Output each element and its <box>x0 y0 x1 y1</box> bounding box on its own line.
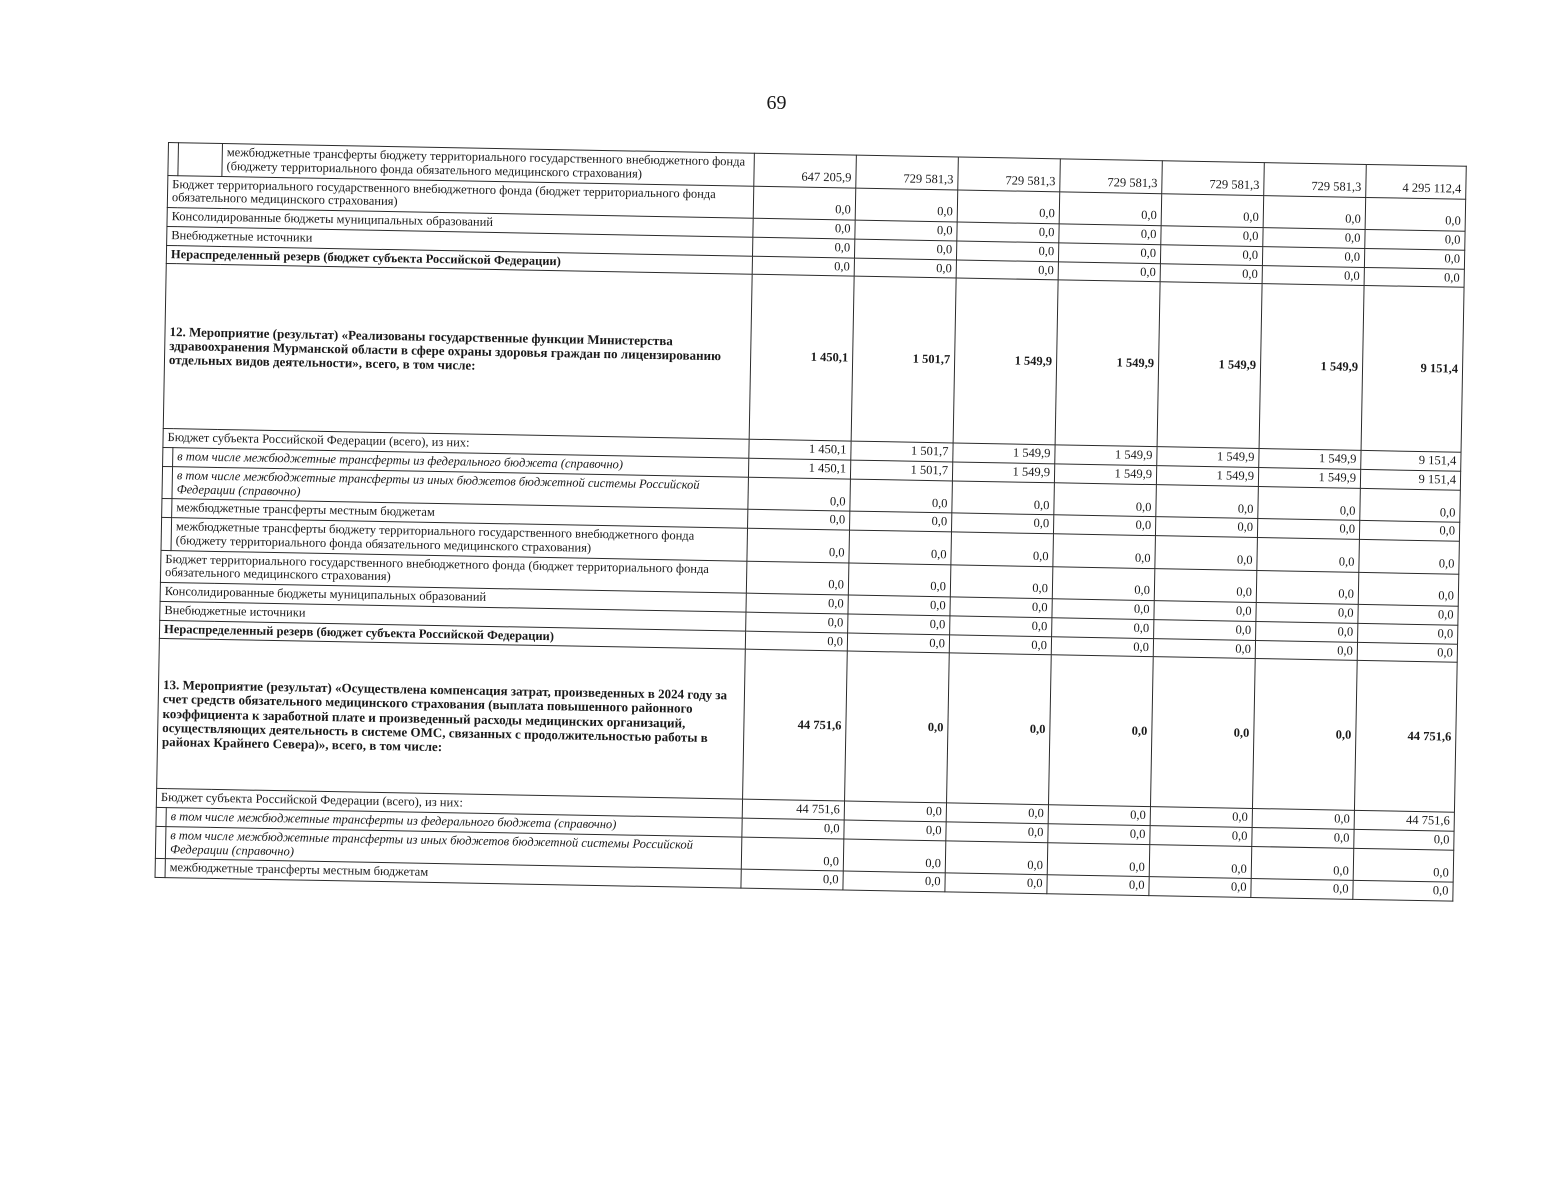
row-label: 13. Мероприятие (результат) «Осуществлена компенсация затрат, произведенных в 2024 году за счет средств обязательного медицинского страхования (выплата повышенного районного коэффициента к заработной плате и произведенный расходы медицинских организаций, осуществляющих деятельность в системе ОМС, связанных с продолжительностью работы в районах Крайнего Севера)», всего, в том числе: <box>157 639 746 800</box>
value-cell: 1 549,9 <box>1055 445 1157 466</box>
value-cell: 0,0 <box>1052 566 1155 600</box>
value-cell: 0,0 <box>1059 224 1161 245</box>
value-cell: 0,0 <box>753 186 856 220</box>
value-cell: 0,0 <box>843 839 946 873</box>
value-cell: 0,0 <box>1263 228 1365 249</box>
value-cell: 0,0 <box>1047 875 1149 896</box>
value-cell: 0,0 <box>950 616 1052 637</box>
value-cell: 0,0 <box>1058 261 1160 282</box>
indent-cell <box>178 143 223 176</box>
value-cell: 0,0 <box>848 595 950 616</box>
value-cell: 0,0 <box>1048 655 1153 807</box>
value-cell: 44 751,6 <box>1354 661 1457 813</box>
value-cell: 0,0 <box>945 841 1048 875</box>
value-cell: 0,0 <box>845 651 950 803</box>
value-cell: 0,0 <box>753 237 855 258</box>
value-cell: 0,0 <box>849 530 952 564</box>
value-cell: 0,0 <box>950 564 1053 598</box>
value-cell: 44 751,6 <box>742 799 844 820</box>
value-cell: 0,0 <box>1251 846 1354 880</box>
value-cell: 729 581,3 <box>1162 161 1265 195</box>
value-cell: 0,0 <box>1150 826 1252 847</box>
value-cell: 1 501,7 <box>850 460 952 481</box>
value-cell: 1 549,9 <box>1258 468 1360 489</box>
value-cell: 0,0 <box>741 837 844 871</box>
value-cell: 0,0 <box>745 631 847 652</box>
value-cell: 0,0 <box>1358 623 1458 644</box>
row-label: Бюджет территориального государственного внебюджетного фонда (бюджет территориального фонда обязательного медицинского страхования) <box>160 550 746 593</box>
value-cell: 0,0 <box>1353 848 1454 882</box>
value-cell: 0,0 <box>1252 827 1354 848</box>
indent-cell <box>155 859 165 878</box>
row-label: в том числе межбюджетные трансферты из иных бюджетов бюджетной системы Российской Федерации (справочно) <box>172 466 748 509</box>
value-cell: 0,0 <box>1357 642 1457 663</box>
value-cell: 729 581,3 <box>856 155 959 189</box>
value-cell: 0,0 <box>1258 486 1361 520</box>
row-label: Внебюджетные источники <box>167 226 753 255</box>
value-cell: 0,0 <box>1054 483 1157 517</box>
value-cell: 0,0 <box>951 513 1053 534</box>
value-cell: 0,0 <box>1256 621 1358 642</box>
value-cell: 0,0 <box>1149 877 1251 898</box>
value-cell: 0,0 <box>1052 599 1154 620</box>
value-cell: 1 501,7 <box>851 441 953 462</box>
value-cell: 0,0 <box>1156 484 1259 518</box>
value-cell: 729 581,3 <box>958 157 1061 191</box>
value-cell: 0,0 <box>855 220 957 241</box>
row-label: Бюджет субъекта Российской Федерации (всего), из них: <box>156 789 742 818</box>
row-label: Нераспределенный резерв (бюджет субъекта Российской Федерации) <box>159 620 745 649</box>
value-cell: 1 549,9 <box>1259 449 1361 470</box>
value-cell: 0,0 <box>1359 521 1459 542</box>
value-cell: 0,0 <box>1256 570 1359 604</box>
value-cell: 0,0 <box>957 222 1059 243</box>
value-cell: 0,0 <box>746 612 848 633</box>
indent-cell <box>162 499 172 518</box>
value-cell: 0,0 <box>848 563 951 597</box>
row-label: в том числе межбюджетные трансферты из федерального бюджета (справочно) <box>166 808 742 837</box>
value-cell: 0,0 <box>956 259 1058 280</box>
value-cell: 0,0 <box>1052 618 1154 639</box>
value-cell: 1 549,9 <box>953 443 1055 464</box>
value-cell: 0,0 <box>1161 226 1263 247</box>
value-cell: 0,0 <box>848 614 950 635</box>
row-label: 12. Мероприятие (результат) «Реализованы государственные функции Министерства здравоохранения Мурманской области в сфере охраны здоровья граждан по лицензированию отдельных видов деятельности», всего, в том числе: <box>163 264 752 440</box>
value-cell: 0,0 <box>741 869 843 890</box>
value-cell: 0,0 <box>844 801 946 822</box>
value-cell: 0,0 <box>1252 809 1354 830</box>
value-cell: 0,0 <box>949 634 1051 655</box>
value-cell: 0,0 <box>1257 519 1359 540</box>
value-cell: 0,0 <box>847 633 949 654</box>
budget-table-sheet <box>155 142 1464 902</box>
value-cell: 0,0 <box>854 258 956 279</box>
value-cell: 0,0 <box>1358 572 1459 606</box>
value-cell: 1 549,9 <box>1157 447 1259 468</box>
value-cell: 9 151,4 <box>1360 469 1460 490</box>
value-cell: 0,0 <box>1160 244 1262 265</box>
value-cell: 0,0 <box>1365 229 1465 250</box>
page-number: 69 <box>766 92 787 114</box>
value-cell: 1 549,9 <box>1259 284 1364 451</box>
value-cell: 0,0 <box>748 509 850 530</box>
value-cell: 0,0 <box>1364 267 1464 288</box>
value-cell: 1 549,9 <box>1054 464 1156 485</box>
value-cell: 0,0 <box>946 803 1048 824</box>
value-cell: 0,0 <box>1255 640 1357 661</box>
value-cell: 0,0 <box>1047 842 1150 876</box>
value-cell: 44 751,6 <box>743 649 848 801</box>
value-cell: 0,0 <box>1262 265 1364 286</box>
value-cell: 44 751,6 <box>1354 811 1454 832</box>
row-label: межбюджетные трансферты местным бюджетам <box>172 499 748 528</box>
row-label: Внебюджетные источники <box>160 601 746 630</box>
value-cell: 1 549,9 <box>1156 466 1258 487</box>
value-cell: 0,0 <box>945 873 1047 894</box>
value-cell: 0,0 <box>1149 844 1252 878</box>
row-label: межбюджетные трансферты местным бюджетам <box>165 859 741 888</box>
value-cell: 0,0 <box>1153 638 1255 659</box>
value-cell: 1 549,9 <box>1055 280 1160 447</box>
value-cell: 0,0 <box>854 239 956 260</box>
value-cell: 1 549,9 <box>952 462 1054 483</box>
value-cell: 0,0 <box>1360 488 1461 522</box>
value-cell: 0,0 <box>1053 534 1156 568</box>
value-cell: 0,0 <box>1058 243 1160 264</box>
value-cell: 0,0 <box>957 189 1060 223</box>
value-cell: 0,0 <box>956 241 1058 262</box>
value-cell: 0,0 <box>746 593 848 614</box>
value-cell: 0,0 <box>947 653 1052 805</box>
value-cell: 0,0 <box>850 479 953 513</box>
value-cell: 0,0 <box>747 528 850 562</box>
row-label: межбюджетные трансферты бюджету территориального государственного внебюджетного фонда (бюджету территориального фонда обязательного медицинского страхования) <box>171 518 747 561</box>
value-cell: 0,0 <box>843 871 945 892</box>
budget-table-body <box>155 143 1466 902</box>
value-cell: 729 581,3 <box>1060 159 1163 193</box>
value-cell: 0,0 <box>1059 191 1162 225</box>
value-cell: 0,0 <box>850 511 952 532</box>
value-cell: 0,0 <box>951 532 1054 566</box>
value-cell: 9 151,4 <box>1361 286 1464 453</box>
indent-cell <box>162 466 173 499</box>
row-label: Консолидированные бюджеты муниципальных образований <box>167 207 753 236</box>
value-cell: 729 581,3 <box>1264 163 1367 197</box>
row-label: межбюджетные трансферты бюджету территориального государственного внебюджетного фонда (бюджету территориального фонда обязательного медицинского страхования) <box>222 143 755 185</box>
value-cell: 0,0 <box>746 561 849 595</box>
indent-cell <box>163 447 173 466</box>
value-cell: 1 450,1 <box>749 439 851 460</box>
value-cell: 0,0 <box>1154 619 1256 640</box>
row-label: Нераспределенный резерв (бюджет субъекта Российской Федерации) <box>166 245 752 274</box>
value-cell: 1 501,7 <box>851 276 956 443</box>
value-cell: 0,0 <box>844 820 946 841</box>
indent-cell <box>155 826 166 859</box>
value-cell: 1 549,9 <box>1157 282 1262 449</box>
value-cell: 0,0 <box>742 818 844 839</box>
value-cell: 0,0 <box>1048 824 1150 845</box>
value-cell: 0,0 <box>1257 538 1360 572</box>
value-cell: 0,0 <box>1252 659 1357 811</box>
budget-table <box>155 142 1467 902</box>
indent-cell <box>156 807 166 826</box>
value-cell: 9 151,4 <box>1361 451 1461 472</box>
value-cell: 0,0 <box>1053 515 1155 536</box>
value-cell: 647 205,9 <box>754 153 857 187</box>
row-label: в том числе межбюджетные трансферты из иных бюджетов бюджетной системы Российской Федерации (справочно) <box>165 826 741 869</box>
event-row <box>157 639 1458 813</box>
value-cell: 0,0 <box>1155 517 1257 538</box>
indent-cell <box>161 517 172 550</box>
row-label: Бюджет субъекта Российской Федерации (всего), из них: <box>163 429 749 458</box>
row-label: в том числе межбюджетные трансферты из федерального бюджета (справочно) <box>173 448 749 477</box>
value-cell: 0,0 <box>752 256 854 277</box>
row-label: Консолидированные бюджеты муниципальных образований <box>160 582 746 611</box>
value-cell: 0,0 <box>1154 568 1257 602</box>
value-cell: 1 549,9 <box>953 278 1058 445</box>
value-cell: 0,0 <box>1161 193 1264 227</box>
event-row <box>163 264 1464 453</box>
value-cell: 0,0 <box>1154 601 1256 622</box>
value-cell: 0,0 <box>1263 195 1366 229</box>
value-cell: 0,0 <box>1262 246 1364 267</box>
value-cell: 0,0 <box>1160 263 1262 284</box>
value-cell: 0,0 <box>855 188 958 222</box>
value-cell: 0,0 <box>1150 657 1255 809</box>
value-cell: 0,0 <box>1155 536 1258 570</box>
value-cell: 1 450,1 <box>748 458 850 479</box>
value-cell: 0,0 <box>1051 636 1153 657</box>
value-cell: 0,0 <box>1256 603 1358 624</box>
indent-cell <box>168 143 179 176</box>
value-cell: 0,0 <box>1364 248 1464 269</box>
value-cell: 0,0 <box>1150 807 1252 828</box>
value-cell: 0,0 <box>1251 879 1353 900</box>
value-cell: 0,0 <box>1353 881 1453 902</box>
value-cell: 0,0 <box>946 822 1048 843</box>
value-cell: 0,0 <box>748 477 851 511</box>
value-cell: 0,0 <box>1354 829 1454 850</box>
value-cell: 0,0 <box>952 481 1055 515</box>
value-cell: 4 295 112,4 <box>1366 164 1467 198</box>
value-cell: 0,0 <box>950 597 1052 618</box>
value-cell: 0,0 <box>1358 604 1458 625</box>
value-cell: 1 450,1 <box>749 274 854 441</box>
value-cell: 0,0 <box>1365 197 1466 231</box>
value-cell: 0,0 <box>753 218 855 239</box>
row-label: Бюджет территориального государственного внебюджетного фонда (бюджет территориального фонда обязательного медицинского страхования) <box>167 175 753 218</box>
value-cell: 0,0 <box>1359 539 1460 573</box>
value-cell: 0,0 <box>1048 805 1150 826</box>
